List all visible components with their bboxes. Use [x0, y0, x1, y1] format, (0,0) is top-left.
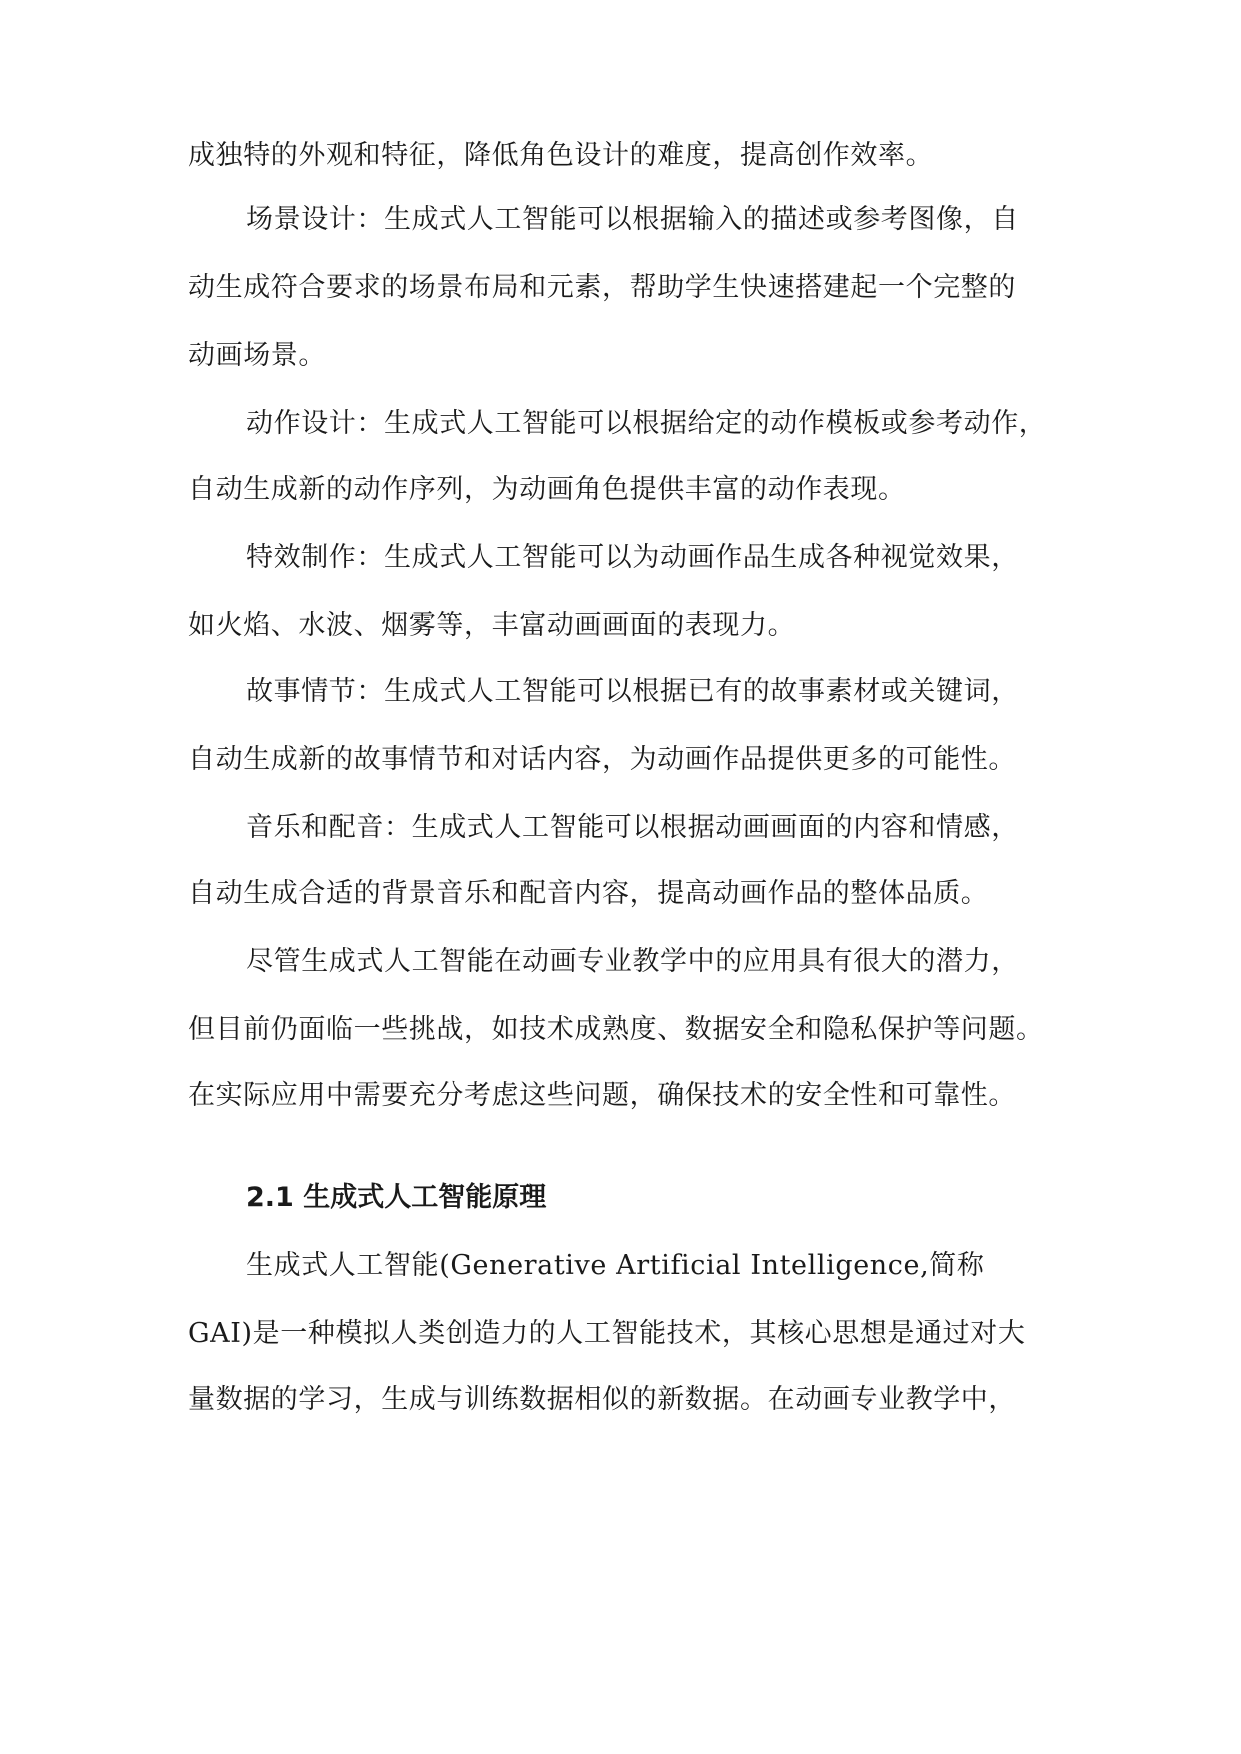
text-line: 但目前仍面临一些挑战，如技术成熟度、数据安全和隐私保护等问题。	[188, 1014, 1044, 1045]
paragraph-story-start: 故事情节：生成式人工智能可以根据已有的故事素材或关键词，	[246, 676, 1019, 707]
text-line: 动画场景。	[188, 340, 326, 371]
text-line: 自动生成新的动作序列，为动画角色提供丰富的动作表现。	[188, 474, 906, 505]
paragraph-music-start: 音乐和配音：生成式人工智能可以根据动画画面的内容和情感，	[246, 812, 1019, 843]
text-line: 自动生成新的故事情节和对话内容，为动画作品提供更多的可能性。	[188, 744, 1016, 775]
text-line: GAI)是一种模拟人类创造力的人工智能技术，其核心思想是通过对大	[188, 1318, 1026, 1349]
paragraph-scene-design-start: 场景设计：生成式人工智能可以根据输入的描述或参考图像，自	[246, 204, 1019, 235]
text-line: 在实际应用中需要充分考虑这些问题，确保技术的安全性和可靠性。	[188, 1080, 1016, 1111]
paragraph-action-design-start: 动作设计：生成式人工智能可以根据给定的动作模板或参考动作，	[246, 408, 1047, 439]
paragraph-gai-start: 生成式人工智能(Generative Artificial Intelligence,简称	[246, 1250, 985, 1281]
text-line: 如火焰、水波、烟雾等，丰富动画画面的表现力。	[188, 610, 796, 641]
text-line: 自动生成合适的背景音乐和配音内容，提高动画作品的整体品质。	[188, 878, 989, 909]
text-line: 成独特的外观和特征，降低角色设计的难度，提高创作效率。	[188, 140, 934, 171]
text-line: 动生成符合要求的场景布局和元素，帮助学生快速搭建起一个完整的	[188, 272, 1016, 303]
paragraph-effects-start: 特效制作：生成式人工智能可以为动画作品生成各种视觉效果，	[246, 542, 1019, 573]
paragraph-challenges-start: 尽管生成式人工智能在动画专业教学中的应用具有很大的潜力，	[246, 946, 1019, 977]
section-heading: 2.1 生成式人工智能原理	[246, 1182, 547, 1213]
text-line: 量数据的学习，生成与训练数据相似的新数据。在动画专业教学中，	[188, 1384, 1016, 1415]
